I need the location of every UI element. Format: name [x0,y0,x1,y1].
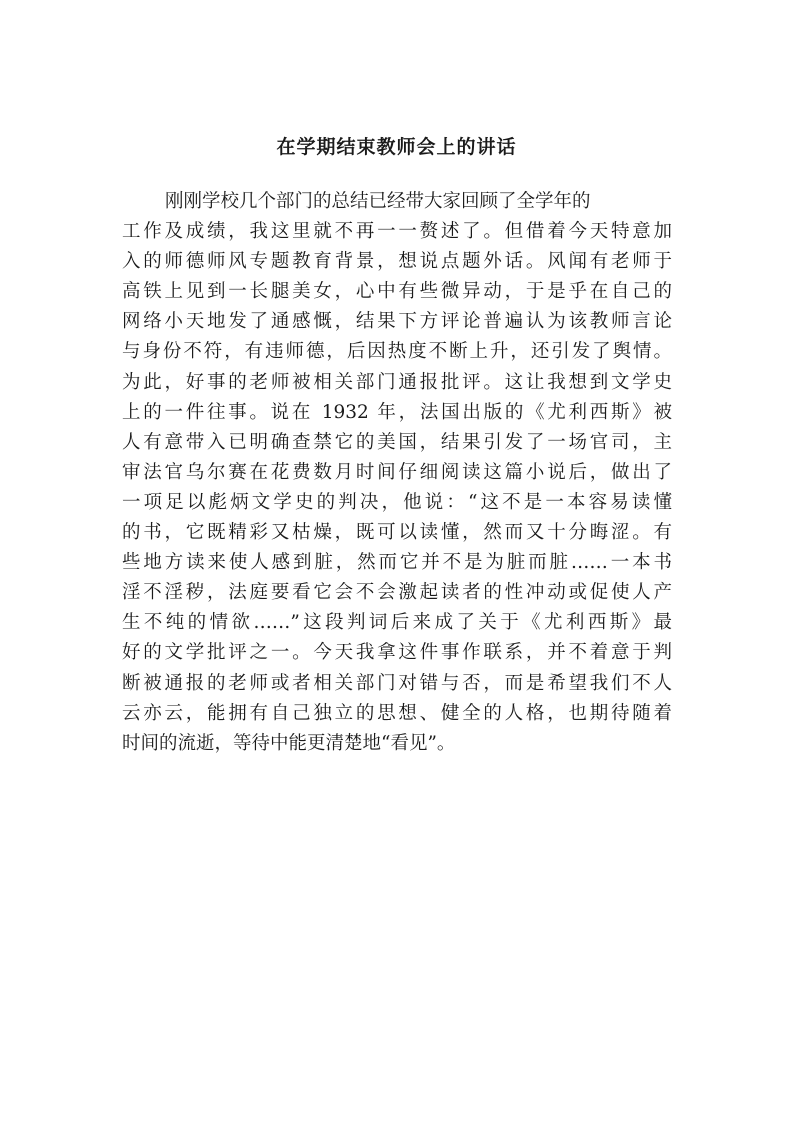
paragraph-line: 好的文学批评之一。今天我拿这件事作联系，并不着意于判 [122,642,672,664]
speech-paragraph [122,187,672,759]
paragraph-line: 网络小天地发了通感慨，结果下方评论普遍认为该教师言论 [122,311,672,333]
paragraph-line: 工作及成绩，我这里就不再一一赘述了。但借着今天特意加 [122,221,672,243]
paragraph-line: 云亦云，能拥有自己独立的思想、健全的人格，也期待随着 [122,702,672,724]
paragraph-line: 上的一件往事。说在 1932 年，法国出版的《尤利西斯》被 [122,401,672,423]
paragraph-line: 为此，好事的老师被相关部门通报批评。这让我想到文学史 [122,371,672,393]
paragraph-line: 一项足以彪炳文学史的判决，他说：“这不是一本容易读懂 [122,491,672,513]
paragraph-line: 断被通报的老师或者相关部门对错与否，而是希望我们不人 [122,672,672,694]
paragraph-line: 入的师德师风专题教育背景，想说点题外话。风闻有老师于 [122,251,672,273]
paragraph-line: 刚刚学校几个部门的总结已经带大家回顾了全学年的 [165,191,591,212]
paragraph-line: 与身份不符，有违师德，后因热度不断上升，还引发了舆情。 [122,341,672,363]
paragraph-line: 时间的流逝，等待中能更清楚地“看见”。 [122,732,456,754]
paragraph-line: 高铁上见到一长腿美女，心中有些微异动，于是乎在自己的 [122,281,672,303]
paragraph-line: 审法官乌尔赛在花费数月时间仔细阅读这篇小说后，做出了 [122,461,672,483]
document-title: 在学期结束教师会上的讲话 [276,136,517,158]
paragraph-line: 生不纯的情欲……”这段判词后来成了关于《尤利西斯》最 [122,612,672,634]
paragraph-line: 些地方读来使人感到脏，然而它并不是为脏而脏……一本书 [122,552,672,574]
paragraph-line: 淫不淫秽，法庭要看它会不会激起读者的性冲动或促使人产 [122,582,672,604]
paragraph-line: 的书，它既精彩又枯燥，既可以读懂，然而又十分晦涩。有 [122,522,672,544]
paragraph-line: 人有意带入已明确查禁它的美国，结果引发了一场官司，主 [122,431,672,453]
